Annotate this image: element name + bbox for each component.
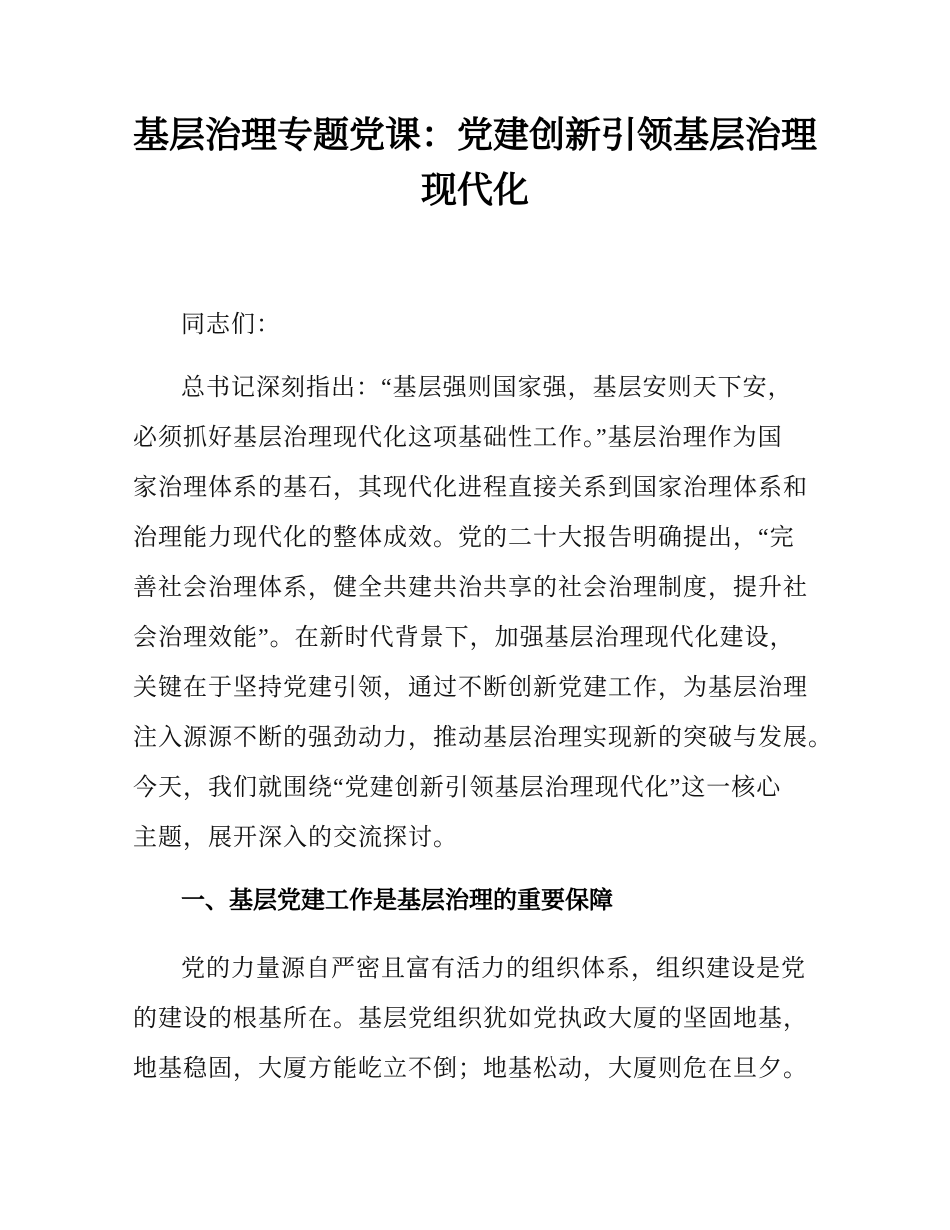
salutation-paragraph: [133, 300, 817, 350]
section-line: 地基稳固，大厦方能屹立不倒；地基松动，大厦则危在旦夕。: [133, 1056, 808, 1082]
intro-line: 家治理体系的基石，其现代化进程直接关系到国家治理体系和: [133, 475, 808, 501]
salutation-line: 同志们：: [181, 312, 281, 338]
intro-line: 总书记深刻指出：“基层强则国家强，基层安则天下安，: [181, 375, 793, 401]
section-line: 党的力量源自严密且富有活力的组织体系，组织建设是党: [181, 956, 806, 982]
intro-line: 注入源源不断的强劲动力，推动基层治理实现新的突破与发展。: [133, 725, 833, 751]
intro-line: 治理能力现代化的整体成效。党的二十大报告明确提出，“完: [133, 525, 795, 551]
section-1-heading: 一、基层党建工作是基层治理的重要保障: [181, 887, 613, 914]
intro-line: 善社会治理体系，健全共建共治共享的社会治理制度，提升社: [133, 575, 808, 601]
doc-title-line-2: 现代化: [420, 170, 529, 210]
intro-line: 必须抓好基层治理现代化这项基础性工作。”基层治理作为国: [133, 425, 783, 451]
intro-line: 今天，我们就围绕“党建创新引领基层治理现代化”这一核心: [133, 775, 782, 801]
intro-line: 会治理效能”。在新时代背景下，加强基层治理现代化建设，: [133, 625, 795, 651]
section-1-paragraph: [133, 944, 817, 1094]
doc-title-line-1: 基层治理专题党课：党建创新引领基层治理: [133, 115, 818, 155]
intro-paragraph: [133, 363, 833, 863]
doc-title: [133, 108, 817, 218]
intro-line: 主题，展开深入的交流探讨。: [133, 825, 458, 851]
intro-line: 关键在于坚持党建引领，通过不断创新党建工作，为基层治理: [133, 675, 808, 701]
section-line: 的建设的根基所在。基层党组织犹如党执政大厦的坚固地基，: [133, 1006, 808, 1032]
